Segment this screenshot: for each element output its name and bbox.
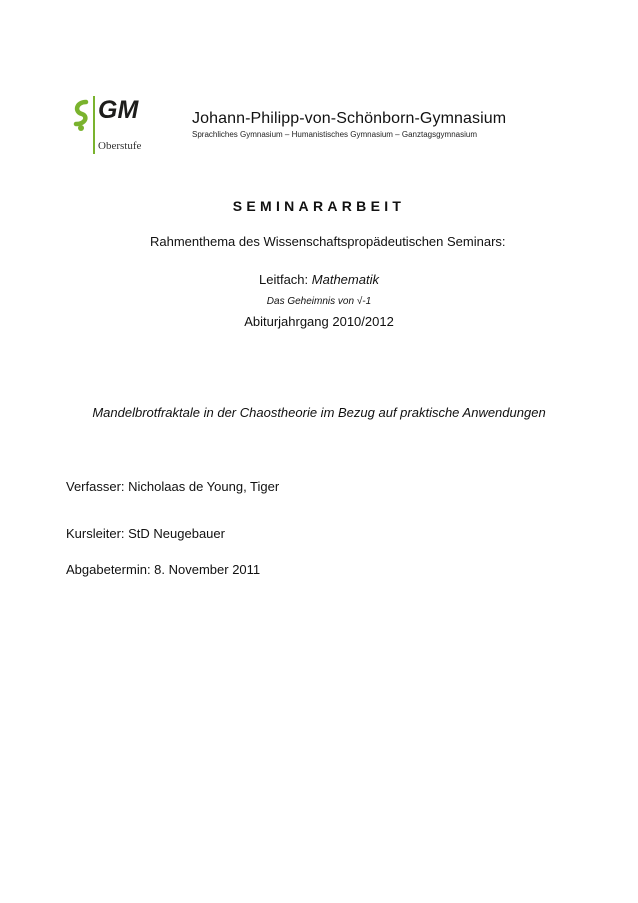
logo-subtitle: Oberstufe	[98, 140, 142, 152]
rahmenthema-label: Rahmenthema des Wissenschaftspropädeutischen Seminars:	[150, 234, 506, 249]
abiturjahrgang: Abiturjahrgang 2010/2012	[244, 314, 394, 329]
logo-dot-icon	[78, 125, 84, 131]
school-subtitle: Sprachliches Gymnasium – Humanistisches Gymnasium – Ganztagsgymnasium	[192, 130, 477, 139]
document-title: SEMINARARBEIT	[232, 198, 406, 214]
thesis-topic: Mandelbrotfraktale in der Chaostheorie im Bezug auf praktische Anwendungen	[92, 405, 546, 420]
seminar-subtitle: Das Geheimnis von √-1	[266, 296, 372, 307]
logo-swirl-icon	[76, 102, 86, 124]
logo-letters: GM	[98, 96, 139, 124]
due-date-line: Abgabetermin: 8. November 2011	[66, 562, 261, 577]
author-line: Verfasser: Nicholaas de Young, Tiger	[66, 479, 280, 494]
supervisor-line: Kursleiter: StD Neugebauer	[66, 526, 225, 541]
school-name: Johann-Philipp-von-Schönborn-Gymnasium	[192, 110, 507, 127]
school-logo	[72, 94, 158, 156]
leitfach-label: Leitfach:	[259, 272, 309, 287]
leitfach-value: Mathematik	[311, 272, 379, 287]
leitfach-line	[0, 272, 638, 287]
